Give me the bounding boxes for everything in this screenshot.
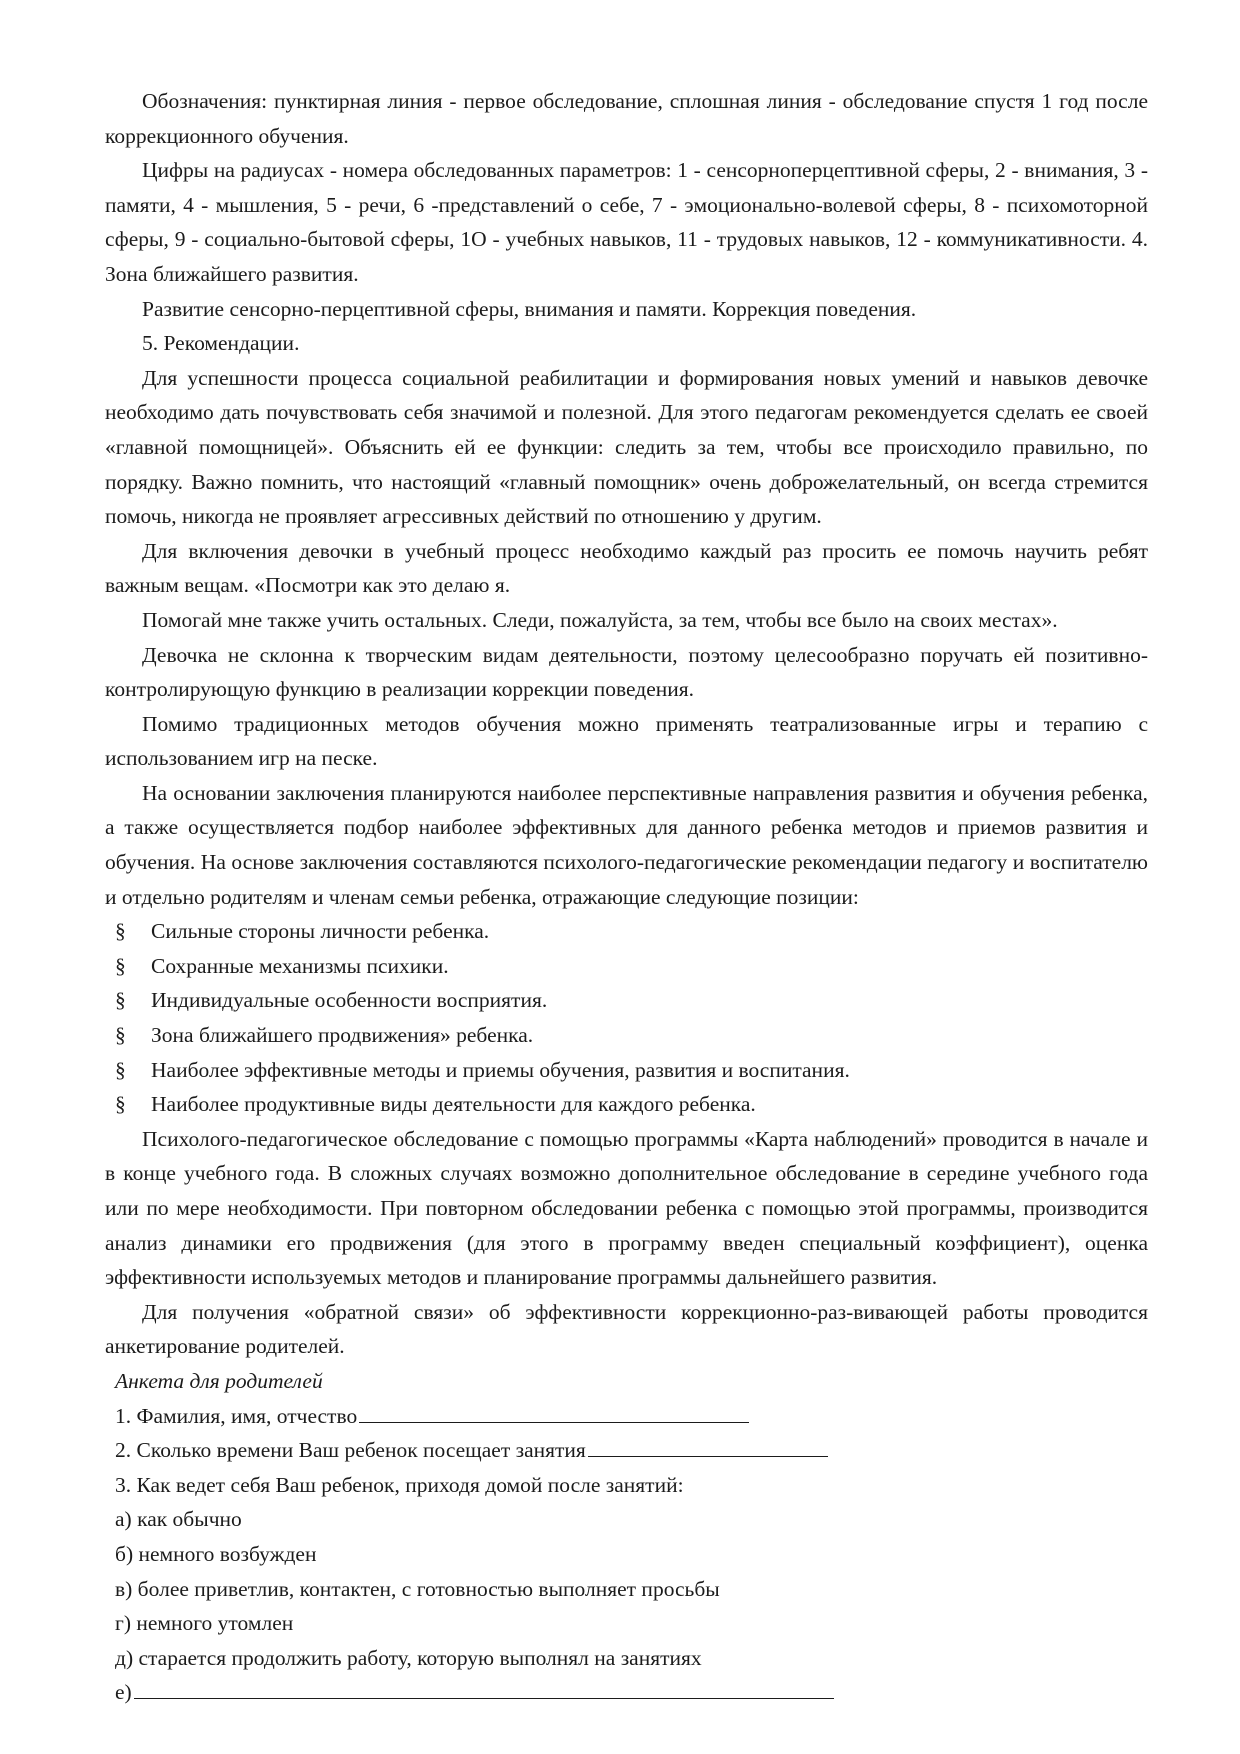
development-line: Развитие сенсорно-перцептивной сферы, внимания и памяти. Коррекция поведения. (142, 296, 917, 321)
section-bullet-icon: § (115, 988, 126, 1013)
legend-paragraph: Обозначения: пунктирная линия - первое обследование, сплошная линия - обследование спустя 1 год после коррекционного обучения. (105, 89, 1148, 148)
questionnaire-option-d: д) старается продолжить работу, которую выполнял на занятиях (115, 1645, 702, 1670)
list-item (105, 914, 1148, 949)
questionnaire-item-3: 3. Как ведет себя Ваш ребенок, приходя домой после занятий: (115, 1472, 684, 1497)
section-bullet-icon: § (115, 1023, 126, 1048)
help-paragraph: Помогай мне также учить остальных. Следи, пожалуйста, за тем, чтобы все было на своих местах». (142, 607, 1058, 632)
list-item-label: Индивидуальные особенности восприятия. (151, 988, 548, 1013)
section-bullet-icon: § (115, 1057, 126, 1082)
section-bullet-icon: § (115, 1092, 126, 1117)
recommendations-heading: 5. Рекомендации. (142, 331, 300, 356)
questionnaire-option-e (105, 1675, 1148, 1710)
list-item-label: Сохранные механизмы психики. (151, 953, 449, 978)
radii-paragraph: Цифры на радиусах - номера обследованных параметров: 1 - сенсорноперцептивной сферы, 2 - внимания, 3 - памяти, 4 - мышления, 5 - речи, 6 -представлений о себе, 7 - эмоционально-волевой сферы, 8 - психомоторной сферы, 9 - социально-бытовой сферы, 1О - учебных навыков, 11 - трудовых навыков, 12 - коммуникативности. 4. Зона ближайшего развития. (105, 158, 1148, 286)
list-item (105, 1053, 1148, 1088)
questionnaire-option-e-label: е) (115, 1680, 132, 1705)
questionnaire-item-1-label: 1. Фамилия, имя, отчество (115, 1403, 358, 1428)
list-item (105, 983, 1148, 1018)
questionnaire-option-v: в) более приветлив, контактен, с готовностью выполняет просьбы (115, 1576, 720, 1601)
conclusion-paragraph: На основании заключения планируются наиболее перспективные направления развития и обучения ребенка, а также осуществляется подбор наиболее эффективных для данного ребенка методов и приемов развития и обучения. На основе заключения составляются психолого-педагогические рекомендации педагогу и воспитателю и отдельно родителям и членам семьи ребенка, отражающие следующие позиции: (105, 780, 1148, 909)
questionnaire-item-2 (105, 1433, 1148, 1468)
other-answer-blank-field[interactable] (134, 1679, 834, 1700)
fullname-blank-field[interactable] (359, 1402, 749, 1423)
success-paragraph: Для успешности процесса социальной реабилитации и формирования новых умений и навыков девочке необходимо дать почувствовать себя значимой и полезной. Для этого педагогам рекомендуется сделать ее своей «главной помощницей». Объяснить ей ее функции: следить за тем, чтобы все происходило правильно, по порядку. Важно помнить, что настоящий «главный помощник» очень доброжелательный, он всегда стремится помочь, никогда не проявляет агрессивных действий по отношению у другим. (105, 365, 1148, 529)
list-item-label: Сильные стороны личности ребенка. (151, 919, 490, 944)
feedback-paragraph: Для получения «обратной связи» об эффективности коррекционно-раз-вивающей работы проводится анкетирование родителей. (105, 1299, 1148, 1359)
questionnaire-option-g: г) немного утомлен (115, 1611, 294, 1636)
section-bullet-icon: § (115, 919, 126, 944)
list-item (105, 1087, 1148, 1122)
list-item-label: Наиболее продуктивные виды деятельности для каждого ребенка. (151, 1092, 756, 1117)
survey-paragraph: Психолого-педагогическое обследование с помощью программы «Карта наблюдений» проводится в начале и в конце учебного года. В сложных случаях возможно дополнительное обследование в середине учебного года или по мере необходимости. При повторном обследовании ребенка с помощью этой программы, производится анализ динамики его продвижения (для этого в программу введен специальный коэффициент), оценка эффективности используемых методов и планирование программы дальнейшего развития. (105, 1126, 1148, 1290)
questionnaire-option-b: б) немного возбужден (115, 1541, 317, 1566)
positions-bullet-list (105, 914, 1148, 1122)
attendance-duration-blank-field[interactable] (588, 1436, 828, 1457)
girl-paragraph: Девочка не склонна к творческим видам деятельности, поэтому целесообразно поручать ей позитивно-контролирующую функцию в реализации коррекции поведения. (105, 642, 1148, 702)
list-item-label: Зона ближайшего продвижения» ребенка. (151, 1023, 534, 1048)
questionnaire-item-2-label: 2. Сколько времени Ваш ребенок посещает занятия (115, 1438, 586, 1463)
questionnaire-title: Анкета для родителей (115, 1368, 323, 1393)
questionnaire-item-1 (105, 1399, 1148, 1434)
list-item (105, 949, 1148, 984)
inclusion-paragraph: Для включения девочки в учебный процесс необходимо каждый раз просить ее помочь научить ребят важным вещам. «Посмотри как это делаю я. (105, 538, 1148, 598)
document-body (105, 84, 1148, 1710)
list-item (105, 1018, 1148, 1053)
section-bullet-icon: § (115, 953, 126, 978)
methods-paragraph: Помимо традиционных методов обучения можно применять театрализованные игры и терапию с использованием игр на песке. (105, 711, 1148, 771)
list-item-label: Наиболее эффективные методы и приемы обучения, развития и воспитания. (151, 1057, 850, 1082)
questionnaire-option-a: а) как обычно (115, 1507, 242, 1532)
